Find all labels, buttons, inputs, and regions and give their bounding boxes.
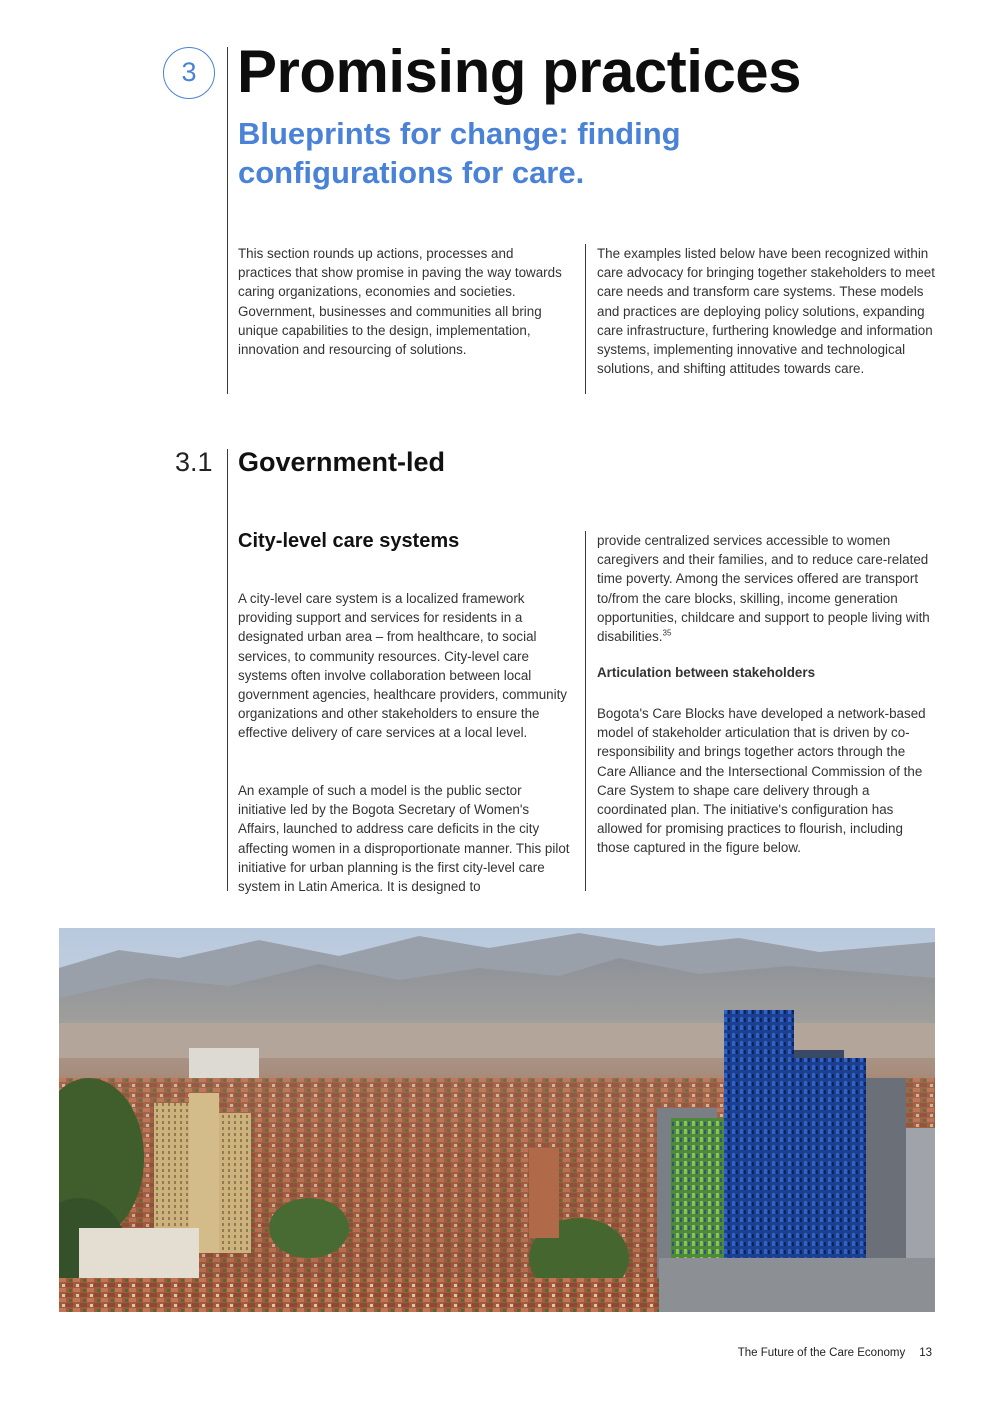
page-footer — [738, 1347, 932, 1359]
section-column-left-para2: An example of such a model is the public sector initiative led by the Bogota Secretary of Women's Affairs, launched to address care deficits in the city affecting women in a disproportionate manner. This pilot initiative for urban planning is the first city-level care system in Latin America. It is designed to — [238, 783, 570, 895]
chapter-divider — [227, 47, 228, 394]
articulation-heading: Articulation between stakeholders — [597, 665, 816, 680]
footnote-marker[interactable]: 35 — [662, 628, 672, 638]
section-title: Government-led — [238, 447, 446, 477]
chapter-number-badge: 3 — [163, 47, 215, 99]
page-title: Promising practices — [237, 38, 802, 105]
page-number: 13 — [919, 1347, 932, 1359]
page-subtitle: Blueprints for change: finding configurations for care. — [238, 116, 681, 190]
section-column-right-para2: Bogota's Care Blocks have developed a network-based model of stakeholder articulation that is driven by co-responsibility and brings together actors through the Care Alliance and the Intersectional Commission of the Care System to shape care delivery through a coordinated plan. The initiative's configuration has allowed for promising practices to flourish, including those captured in the figure below. — [597, 706, 926, 856]
section-number: 3.1 — [175, 447, 213, 477]
bogota-cityscape-photo — [59, 928, 935, 1312]
column-divider — [585, 244, 586, 394]
section-column-left-para1: A city-level care system is a localized framework providing support and services for residents in a designated urban area – from healthcare, to social services, to community resources. City-level care systems often involve collaboration between local government agencies, healthcare providers, community organizations and other stakeholders to ensure the effective delivery of care services at a local level. — [238, 591, 567, 741]
publication-title: The Future of the Care Economy — [737, 1347, 906, 1359]
section-subheading: City-level care systems — [238, 530, 460, 552]
para-text: provide centralized services accessible to women caregivers and their families, and to reduce care-related time poverty. Among the services offered are transport to/from the care blocks, skilling, income generation opportunities, childcare and support to people living with disabilities. — [597, 533, 930, 645]
column-divider — [585, 531, 586, 891]
section-divider — [227, 449, 228, 891]
intro-column-left: This section rounds up actions, processes and practices that show promise in paving the way towards caring organizations, economies and societies. Government, businesses and communities all bring unique capabilities to the design, implementation, innovation and resourcing of solutions. — [238, 246, 562, 358]
section-column-right-para1 — [597, 531, 937, 646]
intro-column-right: The examples listed below have been recognized within care advocacy for bringing together stakeholders to meet care needs and transform care systems. These models and practices are deploying policy solutions, expanding care infrastructure, furthering knowledge and information systems, implementing innovative and technological solutions, and shifting attitudes towards care. — [597, 246, 935, 377]
